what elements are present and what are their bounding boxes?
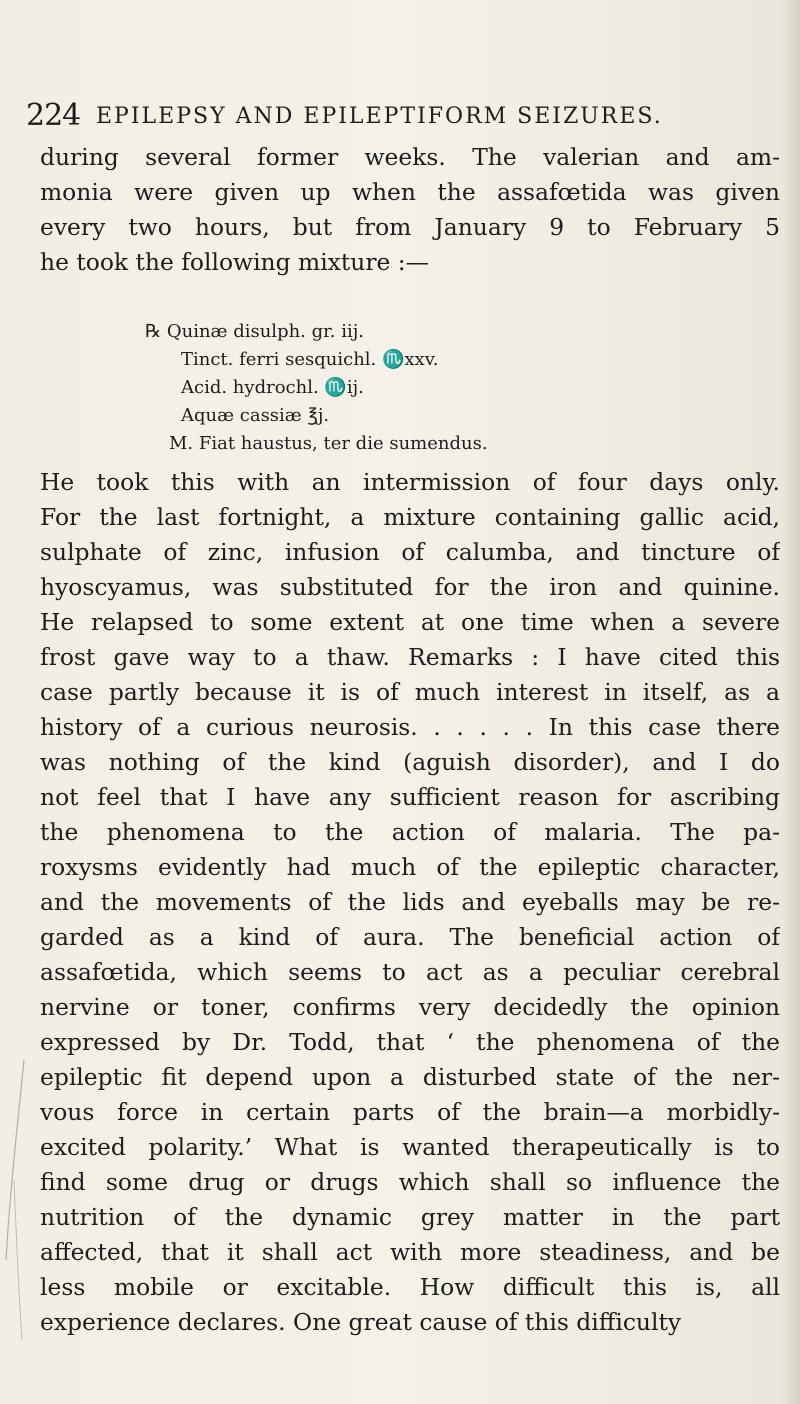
text-line: during several former weeks. The valerian and am- — [40, 143, 780, 171]
text-line: the phenomena to the action of malaria. The pa- — [40, 818, 780, 846]
text-line: hyoscyamus, was substituted for the iron and quinine. — [40, 573, 780, 601]
text-line: every two hours, but from January 9 to February 5 — [40, 213, 780, 241]
prescription-formula — [145, 318, 645, 458]
text-line: not feel that I have any sufficient reason for ascribing — [40, 783, 780, 811]
formula-line: Aquæ cassiæ ℥j. — [181, 405, 330, 426]
text-line: roxysms evidently had much of the epileptic character, — [40, 853, 780, 881]
text-line: vous force in certain parts of the brain—a morbidly- — [40, 1098, 780, 1126]
text-line: he took the following mixture :— — [40, 248, 430, 276]
formula-line: Acid. hydrochl. ♏ij. — [181, 377, 364, 398]
formula-line: M. Fiat haustus, ter die sumendus. — [169, 433, 488, 454]
text-line: expressed by Dr. Todd, that ‘ the phenomena of the — [40, 1028, 780, 1056]
text-line: nervine or toner, confirms very decidedly the opinion — [40, 993, 780, 1021]
text-line: epileptic fit depend upon a disturbed state of the ner- — [40, 1063, 780, 1091]
running-head — [26, 98, 766, 138]
formula-line: Tinct. ferri sesquichl. ♏xxv. — [181, 349, 439, 370]
text-line: He relapsed to some extent at one time when a severe — [40, 608, 780, 636]
page-edge-shadow — [782, 0, 800, 1404]
text-line: sulphate of zinc, infusion of calumba, and tincture of — [40, 538, 780, 566]
text-line: find some drug or drugs which shall so influence the — [40, 1168, 780, 1196]
text-line: nutrition of the dynamic grey matter in the part — [40, 1203, 780, 1231]
intro-paragraph — [40, 140, 780, 280]
text-line: experience declares. One great cause of this difficulty — [40, 1308, 682, 1336]
formula-line: ℞ Quinæ disulph. gr. iij. — [145, 321, 365, 342]
running-title: EPILEPSY AND EPILEPTIFORM SEIZURES. — [96, 104, 663, 129]
text-line: was nothing of the kind (aguish disorder), and I do — [40, 748, 780, 776]
text-line: He took this with an intermission of four days only. — [40, 468, 780, 496]
text-line: excited polarity.’ What is wanted therapeutically is to — [40, 1133, 780, 1161]
page-number: 224 — [26, 98, 81, 133]
text-line: case partly because it is of much interest in itself, as a — [40, 678, 780, 706]
text-line: monia were given up when the assafœtida was given — [40, 178, 780, 206]
text-line: affected, that it shall act with more steadiness, and be — [40, 1238, 780, 1266]
text-line: assafœtida, which seems to act as a peculiar cerebral — [40, 958, 780, 986]
text-line: less mobile or excitable. How difficult this is, all — [40, 1273, 780, 1301]
text-line: frost gave way to a thaw. Remarks : I have cited this — [40, 643, 780, 671]
text-line: and the movements of the lids and eyeballs may be re- — [40, 888, 780, 916]
text-line: For the last fortnight, a mixture containing gallic acid, — [40, 503, 780, 531]
text-line: garded as a kind of aura. The beneficial action of — [40, 923, 780, 951]
text-line: history of a curious neurosis. . . . . . In this case there — [40, 713, 780, 741]
body-paragraph — [40, 465, 780, 1340]
